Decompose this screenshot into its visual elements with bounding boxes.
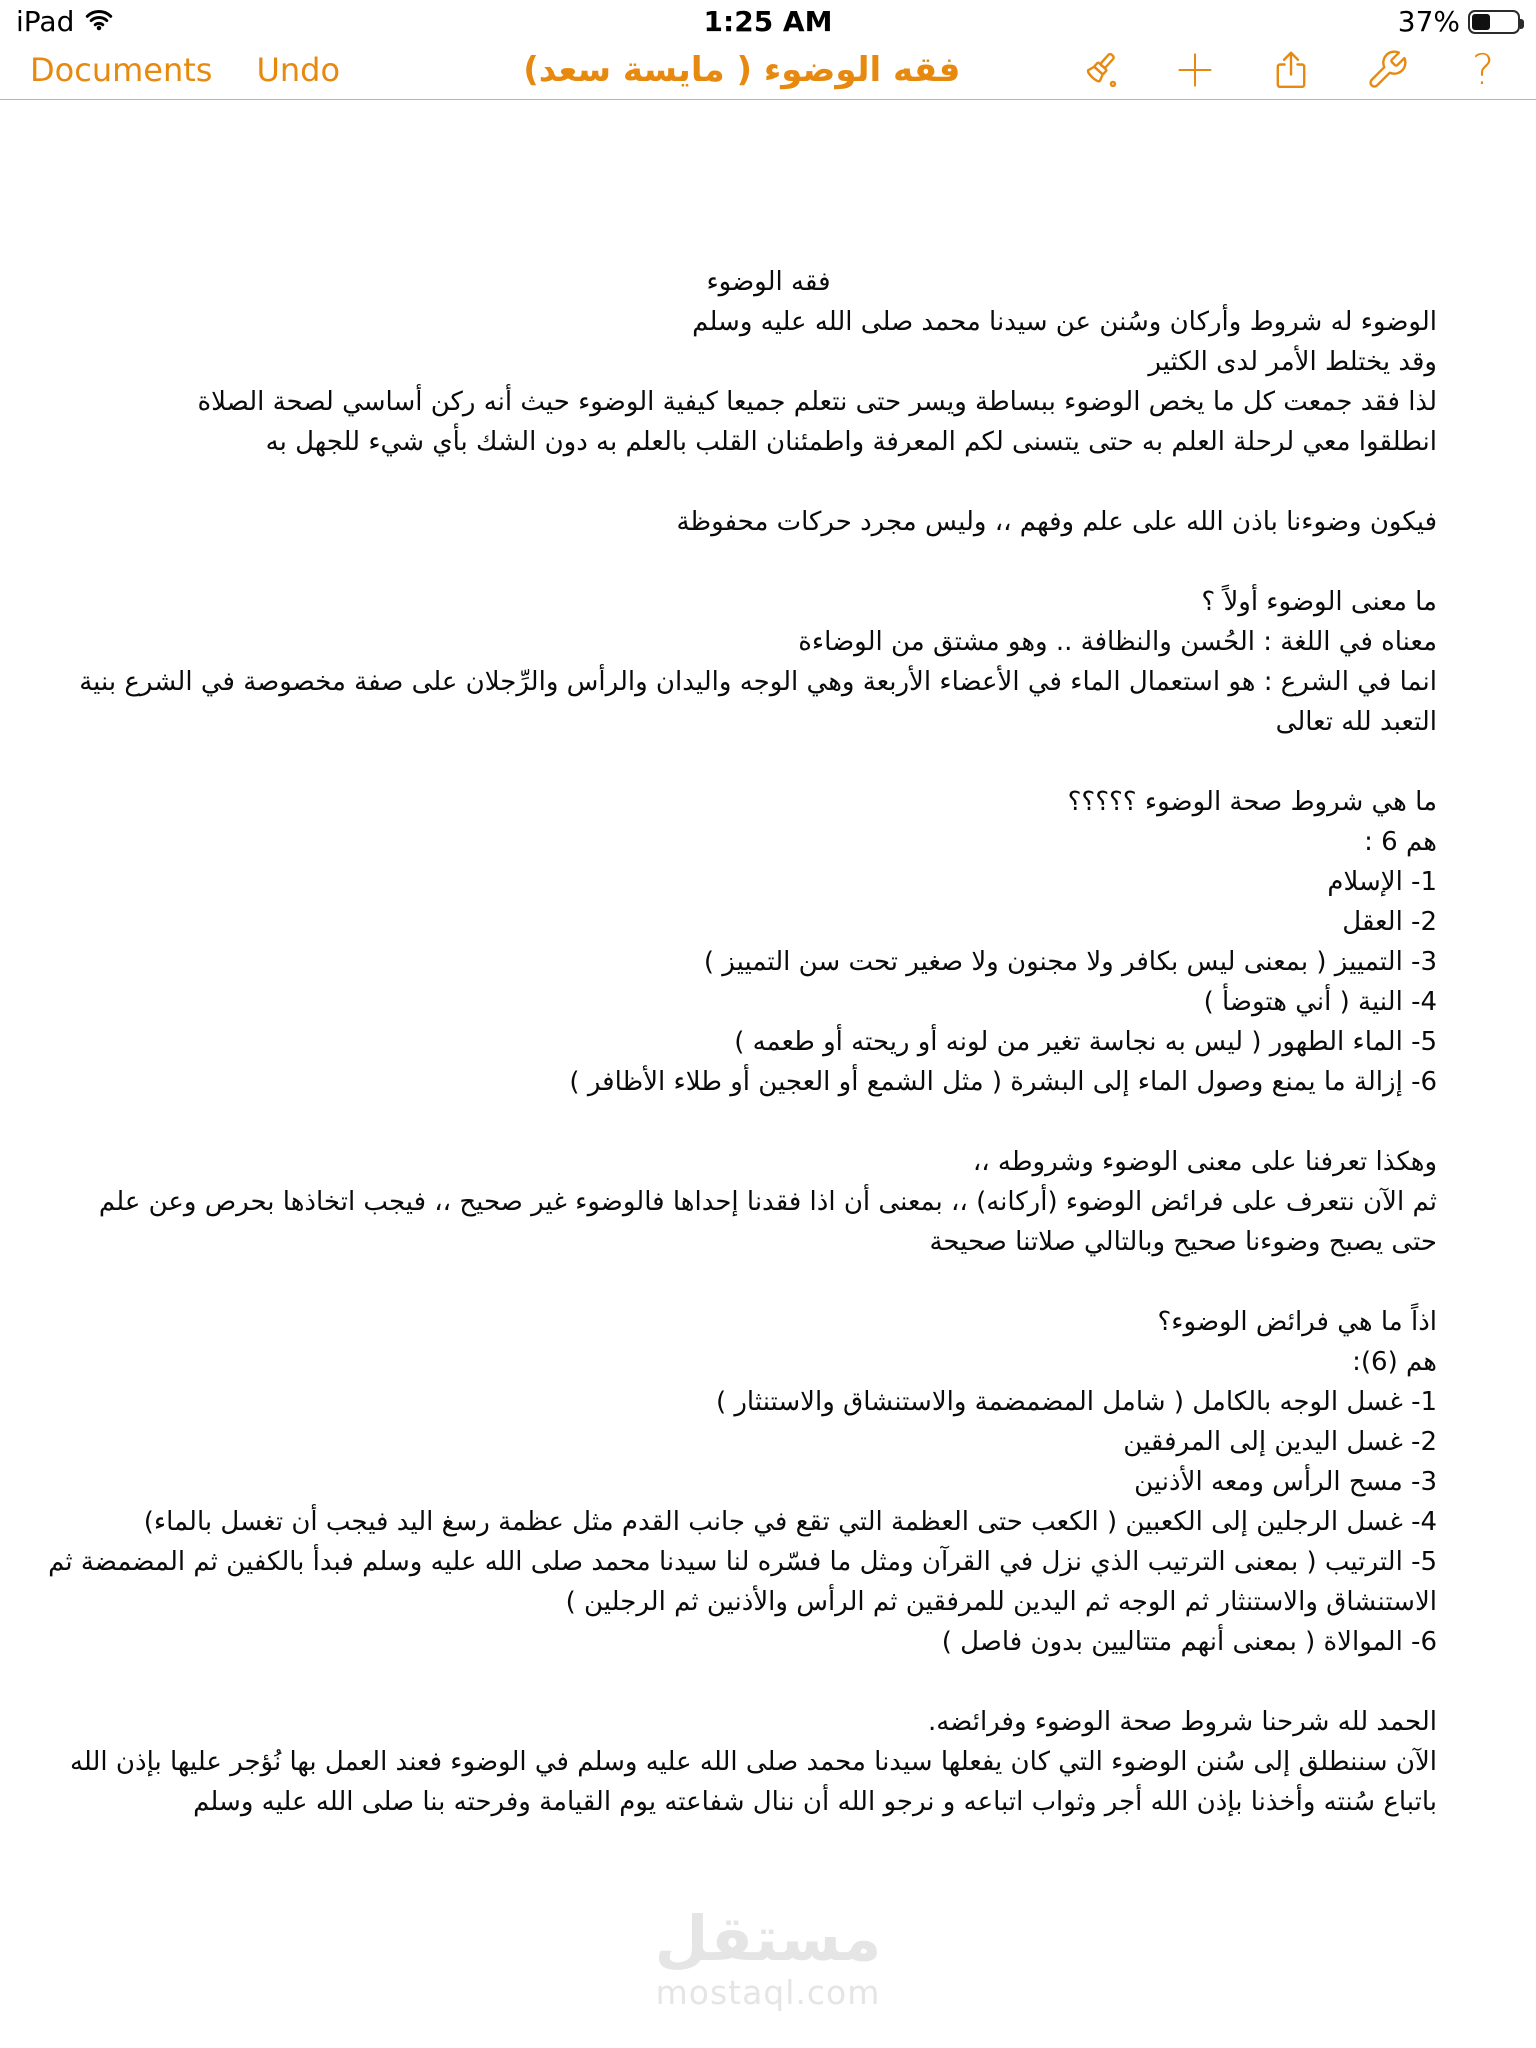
battery-fill [1472, 14, 1490, 30]
text-line[interactable]: هم (6): [1352, 1347, 1437, 1377]
text-line[interactable]: الوضوء له شروط وأركان وسُنن عن سيدنا محمد صلى الله عليه وسلم [692, 307, 1437, 337]
status-bar [0, 0, 1536, 40]
text-line[interactable]: انما في الشرع : هو استعمال الماء في الأعضاء الأربعة وهي الوجه واليدان والرأس والرِّجلان على صفة مخصوصة في الشرع بنية [79, 667, 1437, 697]
mostaql-logo: مستقل [654, 1902, 882, 1975]
text-line[interactable]: 5- الماء الطهور ( ليس به نجاسة تغير من لونه أو ريحته أو طعمه ) [734, 1027, 1437, 1057]
text-line[interactable]: هم 6 : [1364, 827, 1437, 857]
text-line[interactable]: حتى يصبح وضوءنا صحيح وبالتالي صلاتنا صحيحة [929, 1227, 1437, 1257]
text-line[interactable]: التعبد لله تعالى [1275, 707, 1437, 737]
text-line[interactable]: ما معنى الوضوء أولاً ؟ [1201, 587, 1437, 617]
text-line[interactable] [100, 1262, 1437, 1302]
text-line[interactable] [100, 1662, 1437, 1702]
document-body[interactable] [48, 262, 1437, 1822]
text-line[interactable]: اذاً ما هي فرائض الوضوء؟ [1157, 1307, 1437, 1337]
text-line[interactable]: 6- الموالاة ( بمعنى أنهم متتاليين بدون فاصل ) [941, 1627, 1437, 1657]
text-line[interactable]: فيكون وضوءنا باذن الله على علم وفهم ،، وليس مجرد حركات محفوظة [676, 507, 1437, 537]
text-line[interactable]: ما هي شروط صحة الوضوء ؟؟؟؟؟ [1067, 787, 1437, 817]
text-line[interactable]: الآن سننطلق إلى سُنن الوضوء التي كان يفعلها سيدنا محمد صلى الله عليه وسلم في الوضوء فعند العمل بها نُؤجر عليها بإذن الله [69, 1747, 1437, 1777]
text-line[interactable]: 5- الترتيب ( بمعنى الترتيب الذي نزل في القرآن ومثل ما فسّره لنا سيدنا محمد صلى الله عليه وسلم فبدأ بالكفين ثم المضمضة ثم [48, 1547, 1437, 1577]
text-line[interactable] [100, 542, 1437, 582]
share-icon[interactable] [1268, 47, 1314, 93]
text-line[interactable]: معناه في اللغة : الحُسن والنظافة .. وهو مشتق من الوضاءة [798, 627, 1437, 657]
clock: 1:25 AM [703, 5, 833, 38]
text-line[interactable]: 2- غسل اليدين إلى المرفقين [1123, 1427, 1437, 1457]
battery-icon [1468, 10, 1520, 34]
battery-percent-label: 37% [1397, 5, 1460, 38]
text-line[interactable] [100, 462, 1437, 502]
mostaql-url: mostaql.com [655, 1973, 881, 2012]
documents-button[interactable]: Documents [30, 50, 213, 89]
battery-cap [1520, 19, 1524, 29]
text-line[interactable]: الاستنشاق والاستنثار ثم الوجه ثم اليدين للمرفقين ثم الرأس والأذنين ثم الرجلين ) [565, 1587, 1437, 1617]
text-line[interactable] [100, 1102, 1437, 1142]
device-label: iPad [16, 5, 75, 38]
text-line[interactable]: 3- التمييز ( بمعنى ليس بكافر ولا مجنون ولا صغير تحت سن التمييز ) [703, 947, 1437, 977]
text-line[interactable]: وهكذا تعرفنا على معنى الوضوء وشروطه ،، [972, 1147, 1437, 1177]
wifi-icon [84, 5, 114, 38]
text-line[interactable]: 4- غسل الرجلين إلى الكعبين ( الكعب حتى العظمة التي تقع في جانب القدم مثل عظمة رسغ اليد فيجب أن تغسل بالماء) [143, 1507, 1437, 1537]
text-line[interactable]: 3- مسح الرأس ومعه الأذنين [1134, 1467, 1437, 1497]
text-line[interactable]: 1- الإسلام [1327, 867, 1437, 897]
text-line[interactable]: 6- إزالة ما يمنع وصول الماء إلى البشرة ( مثل الشمع أو العجين أو طلاء الأظافر ) [569, 1067, 1437, 1097]
text-line[interactable]: انطلقوا معي لرحلة العلم به حتى يتسنى لكم المعرفة واطمئنان القلب بالعلم به دون الشك بأي شيء للجهل به [265, 427, 1437, 457]
text-line[interactable]: 1- غسل الوجه بالكامل ( شامل المضمضمة والاستنشاق والاستنثار ) [715, 1387, 1437, 1417]
paint-brush-icon[interactable] [1076, 47, 1122, 93]
text-line[interactable]: لذا فقد جمعت كل ما يخص الوضوء ببساطة ويسر حتى نتعلم جميعا كيفية الوضوء حيث أنه ركن أساسي لصحة الصلاة [197, 387, 1437, 417]
text-line[interactable]: ثم الآن نتعرف على فرائض الوضوء (أركانه) ،، بمعنى أن اذا فقدنا إحداها فالوضوء غير صحيح ،، فيجب اتخاذها بحرص وعن علم [98, 1187, 1437, 1217]
document-title: فقه الوضوء ( مايسة سعد) [523, 49, 961, 90]
text-line[interactable]: الحمد لله شرحنا شروط صحة الوضوء وفرائضه. [927, 1707, 1437, 1737]
watermark [0, 1902, 1536, 2012]
help-icon[interactable]: ? [1471, 44, 1495, 94]
text-line[interactable]: وقد يختلط الأمر لدى الكثير [1148, 347, 1437, 377]
text-line[interactable]: 4- النية ( أني هتوضأ ) [1203, 987, 1437, 1017]
add-icon[interactable] [1172, 47, 1218, 93]
text-line[interactable] [100, 742, 1437, 782]
toolbar [0, 40, 1536, 100]
text-line[interactable]: 2- العقل [1342, 907, 1437, 937]
text-line[interactable]: باتباع سُنته وأخذنا بإذن الله أجر وثواب اتباعه و نرجو الله أن ننال شفاعته يوم القيامة وفرحته بنا صلى الله عليه وسلم [193, 1787, 1437, 1817]
text-line[interactable]: فقه الوضوء [706, 267, 831, 297]
undo-button[interactable]: Undo [256, 50, 341, 89]
wrench-icon[interactable] [1364, 47, 1410, 93]
